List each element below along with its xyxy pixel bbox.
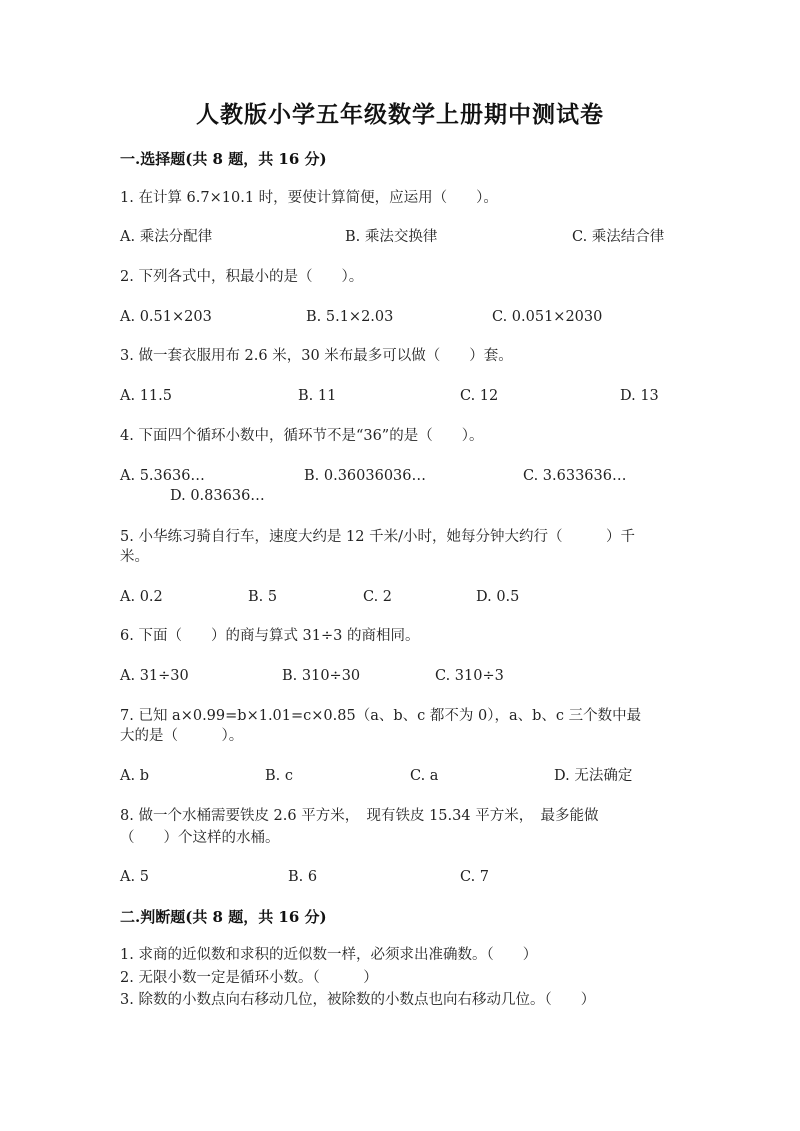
question-8-options [120,865,680,889]
question-8-stem-line2: （ ）个这样的水桶。 [120,830,280,846]
question-2-stem: 2. 下列各式中，积最小的是（ ）。 [120,269,364,285]
option-c: C. 7 [460,869,490,885]
question-6-stem: 6. 下面（ ）的商与算式 31÷3 的商相同。 [120,628,420,644]
judgment-item-2: 2. 无限小数一定是循环小数。（ ） [120,970,378,986]
section-heading-judgment: 二.判断题(共 8 题，共 16 分) [120,908,327,926]
option-b: B. 0.36036036… [304,468,427,484]
question-5-stem-line2: 米。 [120,549,149,565]
question-5-stem-line1: 5. 小华练习骑自行车，速度大约是 12 千米/小时，她每分钟大约行（ ）千 [120,529,635,545]
question-1-stem: 1. 在计算 6.7×10.1 时，要使计算简便，应运用（ ）。 [120,190,498,206]
question-5-options [120,585,680,609]
option-b: B. 5.1×2.03 [306,309,394,325]
option-c: C. 3.633636… [523,468,627,484]
option-a: A. 11.5 [120,388,172,404]
question-3-options [120,384,680,408]
judgment-item-3: 3. 除数的小数点向右移动几位，被除数的小数点也向右移动几位。（ ） [120,992,596,1008]
question-7-options [120,764,680,788]
option-d: D. 0.83636… [170,488,265,504]
option-a: A. b [120,768,149,784]
option-b: B. 6 [288,869,318,885]
option-a: A. 5.3636… [120,468,205,484]
question-4-options-wrap [120,484,680,508]
question-8-stem-line1: 8. 做一个水桶需要铁皮 2.6 平方米， 现有铁皮 15.34 平方米， 最多能做 [120,808,599,824]
option-d: D. 13 [620,388,659,404]
option-b: B. c [265,768,293,784]
option-d: D. 无法确定 [554,768,633,784]
option-c: C. 0.051×2030 [492,309,603,325]
option-a: A. 乘法分配律 [120,229,213,245]
question-2-options [120,305,680,329]
page-title: 人教版小学五年级数学上册期中测试卷 [196,101,604,128]
question-7-stem-line2: 大的是（ ）。 [120,728,244,744]
question-6-options [120,664,680,688]
option-b: B. 5 [248,589,278,605]
question-7-stem-line1: 7. 已知 a×0.99=b×1.01=c×0.85（a、b、c 都不为 0），a、b、c 三个数中最 [120,708,642,724]
option-b: B. 乘法交换律 [345,229,438,245]
option-a: A. 0.2 [120,589,163,605]
judgment-item-1: 1. 求商的近似数和求积的近似数一样，必须求出准确数。（ ） [120,947,538,963]
option-a: A. 0.51×203 [120,309,212,325]
section-heading-choice: 一.选择题(共 8 题，共 16 分) [120,150,327,168]
option-c: C. 12 [460,388,499,404]
option-b: B. 310÷30 [282,668,361,684]
option-c: C. a [410,768,439,784]
option-c: C. 乘法结合律 [572,229,665,245]
question-1-options [120,225,680,249]
option-d: D. 0.5 [476,589,520,605]
option-a: A. 5 [120,869,149,885]
option-b: B. 11 [298,388,337,404]
question-4-stem: 4. 下面四个循环小数中，循环节不是“36”的是（ ）。 [120,428,484,444]
question-3-stem: 3. 做一套衣服用布 2.6 米，30 米布最多可以做（ ）套。 [120,348,513,364]
option-c: C. 2 [363,589,393,605]
option-c: C. 310÷3 [435,668,504,684]
option-a: A. 31÷30 [120,668,189,684]
